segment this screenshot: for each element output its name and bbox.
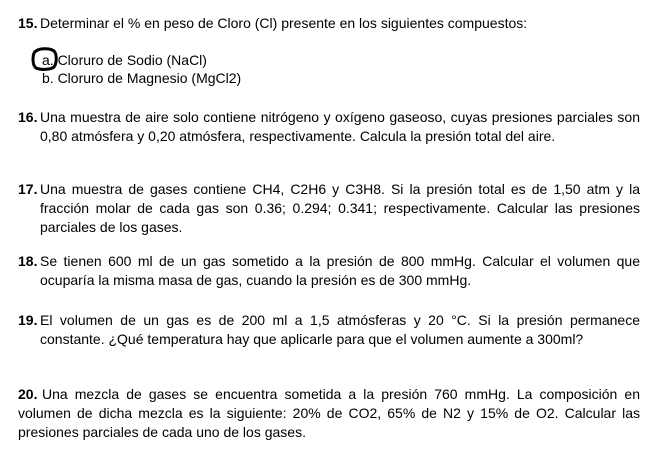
question-text: Una muestra de gases contiene CH4, C2H6 y C3H8. Si la presión total es de 1,50 atm y la fracción molar de cada gas son 0.36; 0.294; 0.341; respectivamente. Calcular las presiones parciales de los gases.: [40, 181, 640, 235]
handwritten-circle-mark: [30, 47, 58, 71]
question-text: El volumen de un gas es de 200 ml a 1,5 atmósferas y 20 °C. Si la presión permanece constante. ¿Qué temperatura hay que aplicarle para que el volumen aumente a 300ml?: [40, 312, 640, 347]
option-b: b. Cloruro de Magnesio (MgCl2): [42, 70, 242, 86]
question-number: 18.: [18, 253, 38, 269]
question-number: 20.: [18, 386, 38, 402]
question-text: Se tienen 600 ml de un gas sometido a la presión de 800 mmHg. Calcular el volumen que ocuparía la misma masa de gas, cuando la presión es de 300 mmHg.: [40, 253, 640, 288]
question-text: Una mezcla de gases se encuentra sometida a la presión 760 mmHg. La composición en volumen de dicha mezcla es la siguiente: 20% de CO2, 65% de N2 y 15% de O2. Calcular las presiones parciales de cada uno de los gases.: [18, 386, 640, 440]
question-text: Determinar el % en peso de Cloro (Cl) presente en los siguientes compuestos:: [40, 15, 528, 31]
question-number: 17.: [18, 181, 38, 197]
option-a: a. Cloruro de Sodio (NaCl): [42, 52, 207, 68]
question-15: [18, 14, 640, 33]
question-text: Una muestra de aire solo contiene nitrógeno y oxígeno gaseoso, cuyas presiones parciales son 0,80 atmósfera y 0,20 atmósfera, respectivamente. Calcula la presión total del aire.: [40, 109, 640, 144]
question-number: 16.: [18, 109, 38, 125]
question-number: 19.: [18, 312, 38, 328]
question-15-options: [42, 51, 241, 87]
question-17: [18, 180, 640, 237]
question-20: [18, 385, 640, 442]
question-19: [18, 311, 640, 349]
question-18: [18, 252, 640, 290]
question-number: 15.: [18, 15, 38, 31]
question-16: [18, 108, 640, 146]
